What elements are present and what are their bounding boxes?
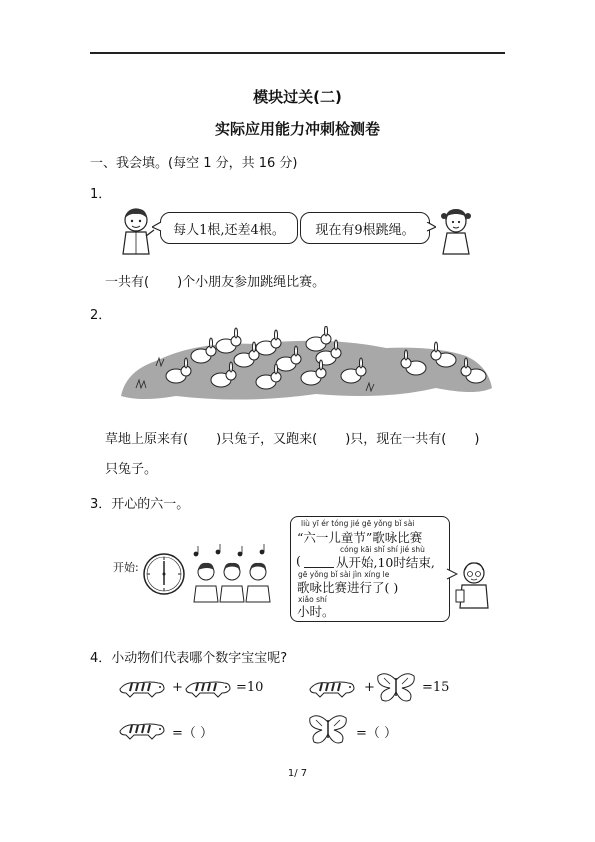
q1-number: 1．: [90, 187, 112, 202]
speech-bubble-right: 现在有9根跳绳。: [300, 212, 430, 244]
q2-line1: [105, 428, 479, 447]
eq4-answer[interactable]: =（ ）: [356, 726, 398, 741]
q2-text-c: )只，现在一共有(: [345, 432, 447, 447]
page-subtitle: 实际应用能力冲刺检测卷: [214, 120, 380, 138]
q2-line2: 只兔子。: [105, 462, 158, 477]
girl-icon: [438, 206, 474, 256]
eq3-answer[interactable]: =（ ）: [172, 726, 214, 741]
q1-answer: [105, 271, 325, 290]
bubble-tail-left: [152, 222, 162, 232]
q2-text-a: 草地上原来有(: [105, 432, 189, 447]
butterfly-icon: [308, 714, 348, 746]
speech-bubble-left: 每人1根,还差4根。: [160, 212, 298, 244]
q4-number: 4．小动物们代表哪个数字宝宝呢?: [90, 651, 288, 666]
page-title: 模块过关(二): [253, 88, 342, 106]
note-pinyin-3: gē yǒng bǐ sài jìn xíng le: [298, 570, 390, 579]
section-heading: 一、我会填。(每空 1 分，共 16 分): [90, 156, 298, 171]
tiger-icon: [184, 677, 232, 699]
bubble-tail-right: [426, 222, 436, 232]
eq1-result: =10: [236, 680, 264, 695]
note-text-3: 歌咏比赛进行了( ): [297, 580, 399, 595]
music-notes-icon: [194, 544, 264, 556]
q2-text-b: )只兔子，又跑来(: [216, 432, 318, 447]
q3-number: 3．开心的六一。: [90, 497, 190, 512]
note-text-1: “六一儿童节”歌咏比赛: [297, 530, 423, 545]
q2-text-d: ): [474, 432, 480, 447]
boy-icon: [116, 206, 156, 256]
teacher-icon: [454, 560, 494, 610]
note-pinyin-1: liù yī ér tóng jié gē yǒng bǐ sài: [301, 519, 415, 528]
tiger-icon: [308, 677, 356, 699]
note-start-time-blank[interactable]: [304, 553, 334, 568]
eq2-result: =15: [422, 680, 450, 695]
tiger-icon: [118, 719, 166, 741]
q1-answer-suffix: )个小朋友参加跳绳比赛。: [177, 275, 326, 290]
page-number: 1/ 7: [287, 768, 308, 779]
note-text-4: 小时。: [297, 604, 335, 619]
note-paren-open: (: [296, 553, 301, 568]
singing-children-illustration: [188, 544, 278, 604]
q2-number: 2．: [90, 308, 112, 323]
note-pinyin-2: cóng kāi shǐ shí jié shù: [340, 545, 425, 554]
eq1-plus: +: [172, 680, 183, 695]
note-pinyin-4: xiǎo shí: [298, 595, 327, 604]
start-label: 开始:: [113, 561, 139, 574]
eq2-plus: +: [364, 680, 375, 695]
butterfly-icon: [376, 672, 416, 704]
note-text-2: 从开始,10时结束,: [336, 555, 435, 570]
tiger-icon: [118, 677, 166, 699]
header-rule: [90, 52, 505, 54]
clock-icon: [142, 552, 186, 596]
rabbit-field-illustration: [116, 326, 496, 406]
q1-answer-prefix: 一共有(: [105, 275, 150, 290]
